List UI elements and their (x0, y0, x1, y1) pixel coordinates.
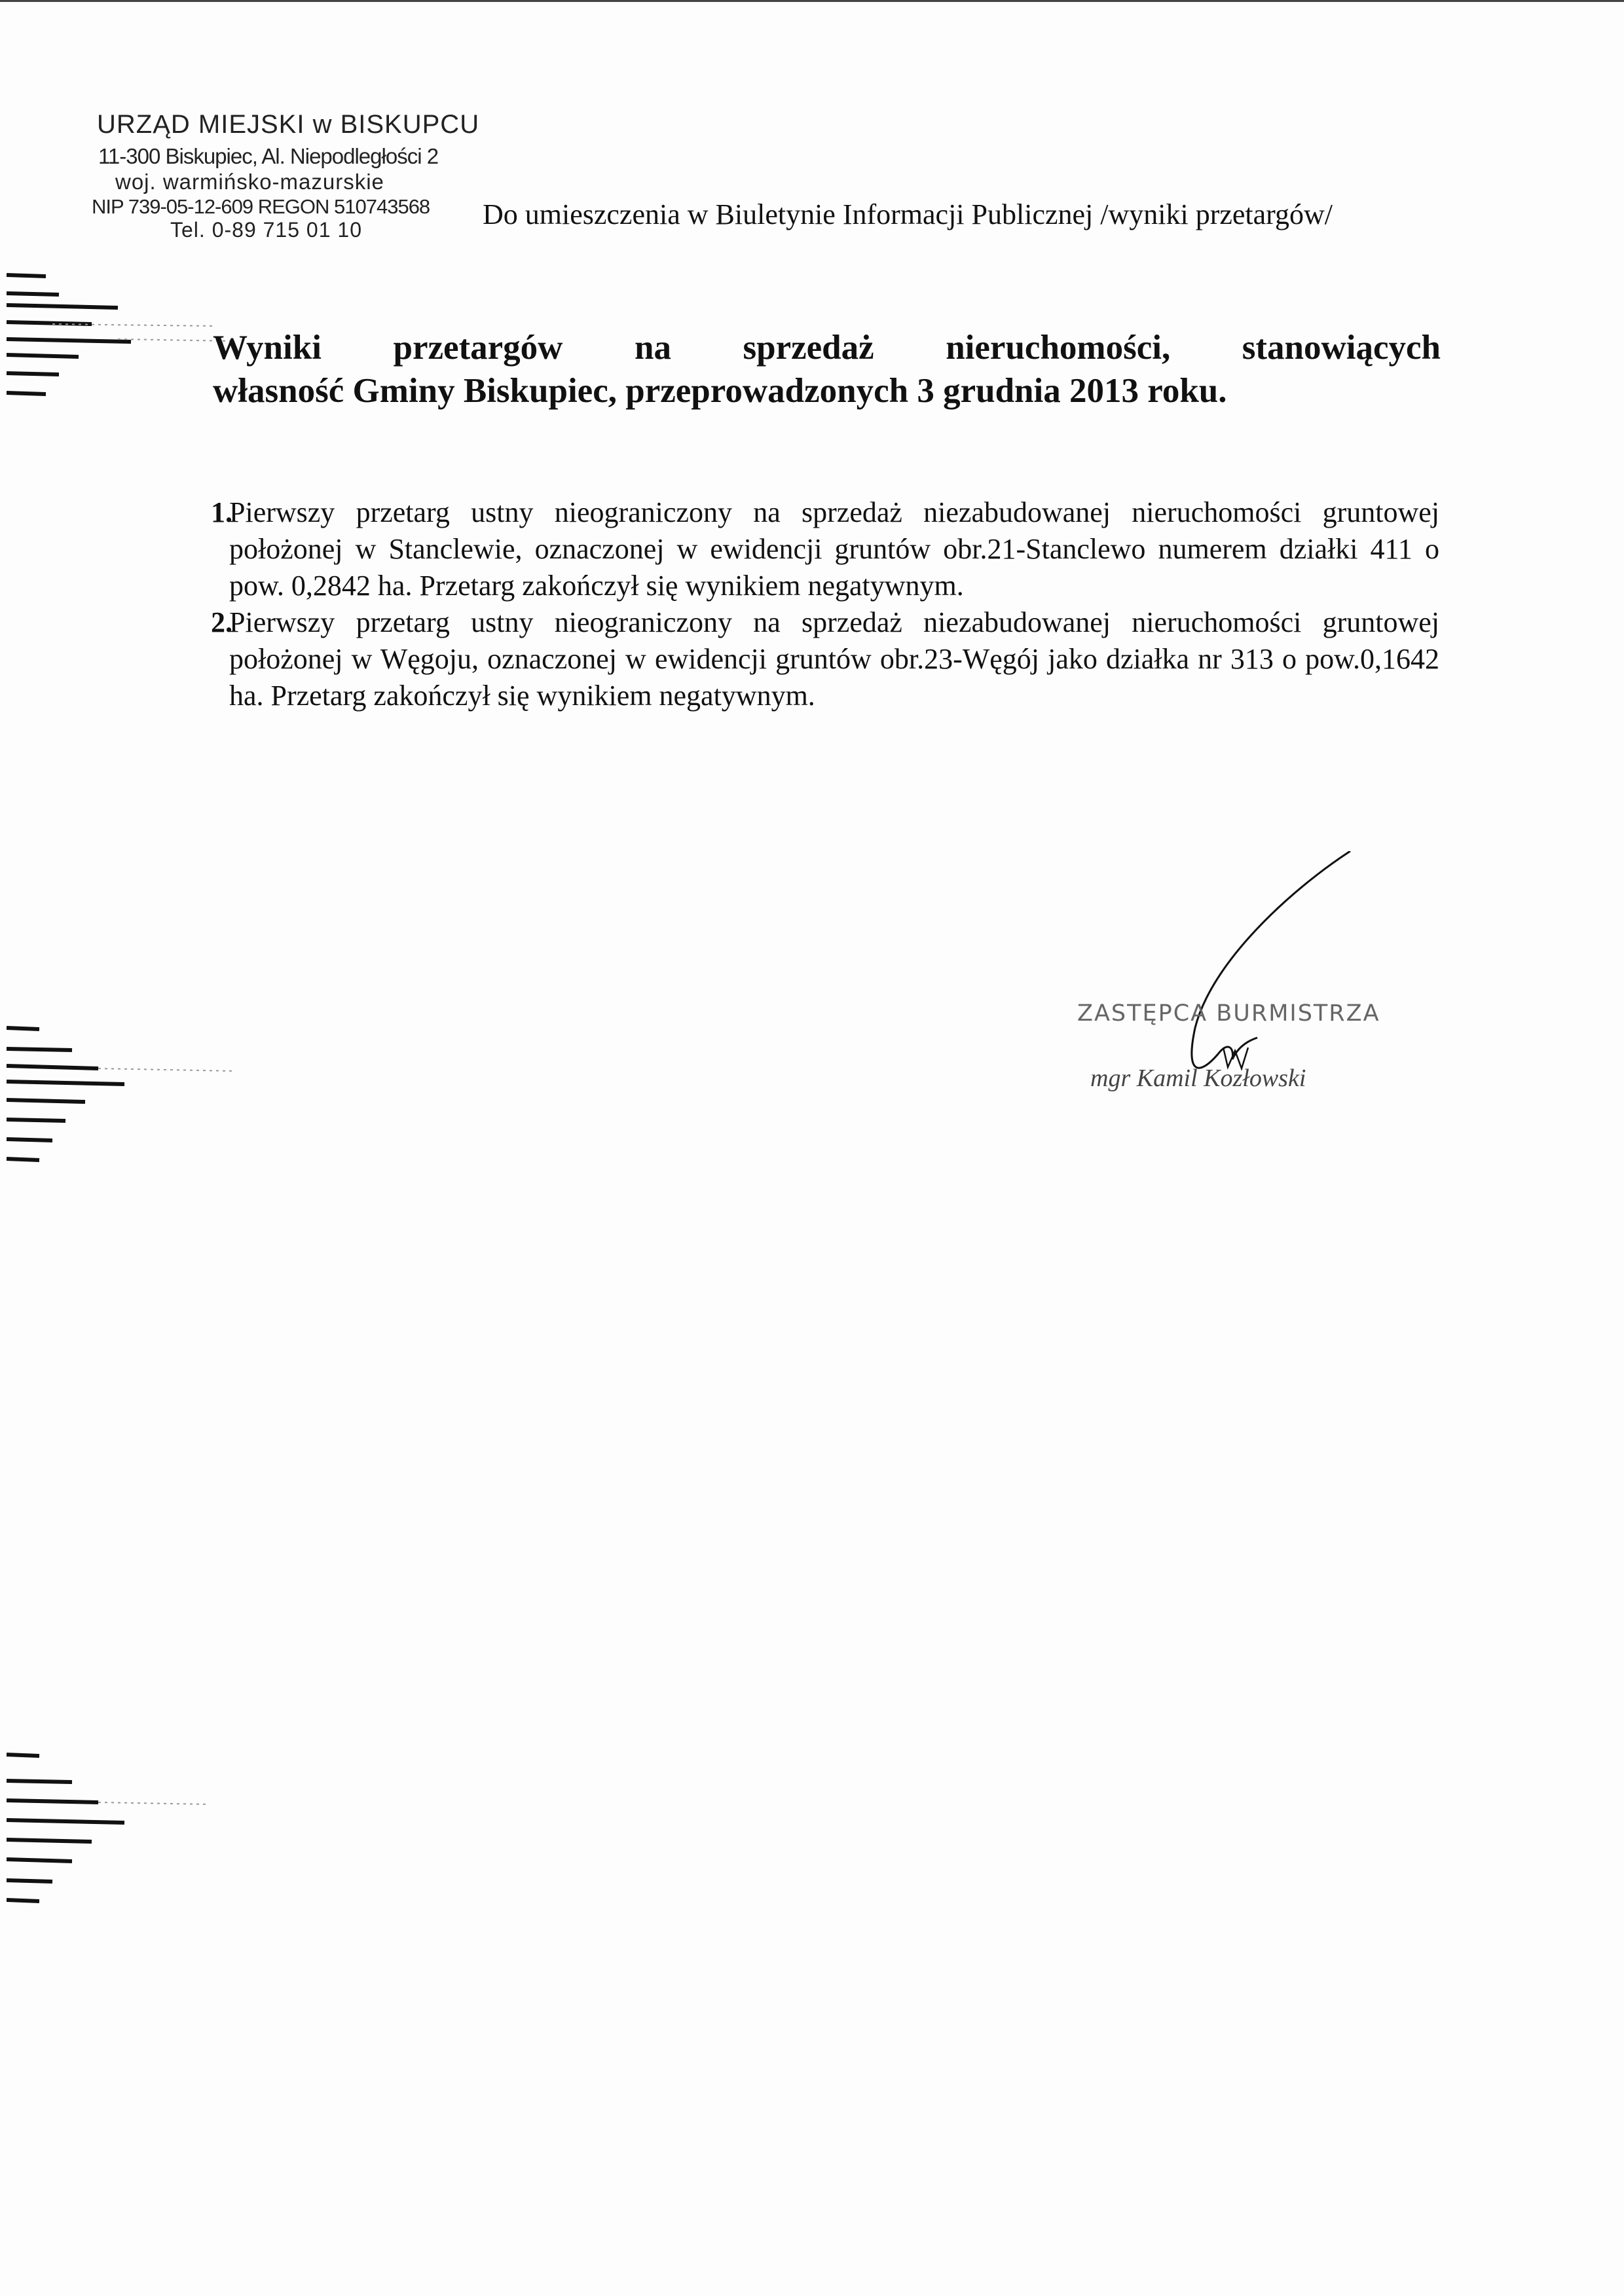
scan-artifact-top (0, 262, 249, 445)
stamp-phone: Tel. 0-89 715 01 10 (170, 218, 362, 242)
item-number: 2. (211, 606, 232, 638)
signatory-title: ZASTĘPCA BURMISTRZA (1077, 1000, 1380, 1027)
title-line-1: Wyniki przetargów na sprzedaż nieruchomości, stanowiących (213, 329, 1441, 367)
stamp-nip-regon: NIP 739-05-12-609 REGON 510743568 (92, 195, 430, 218)
stamp-address: 11-300 Biskupiec, Al. Niepodległości 2 (98, 144, 439, 168)
stamp-office-name: URZĄD MIEJSKI w BISKUPCU (97, 110, 480, 139)
scan-artifact-middle (0, 1008, 249, 1205)
title-line-2: własność Gminy Biskupiec, przeprowadzonych 3 grudnia 2013 roku. (213, 372, 1227, 410)
office-stamp (92, 110, 480, 242)
signatory-name: mgr Kamil Kozłowski (1090, 1065, 1306, 1092)
item-number: 1. (211, 496, 232, 528)
document-title (213, 326, 1441, 412)
publication-note: Do umieszczenia w Biuletynie Informacji Publicznej /wyniki przetargów/ (483, 198, 1333, 230)
results-list (211, 494, 1439, 714)
item-text: Pierwszy przetarg ustny nieograniczony na sprzedaż niezabudowanej nieruchomości gruntowej położonej w Węgoju, oznaczonej w ewidencji gruntów obr.23-Węgój jako działka nr 313 o pow.0,1642 ha. Przetarg zakończył się wynikiem negatywnym. (229, 606, 1439, 712)
list-item (211, 604, 1439, 714)
item-text: Pierwszy przetarg ustny nieograniczony na sprzedaż niezabudowanej nieruchomości gruntowej położonej w Stanclewie, oznaczonej w ewidencji gruntów obr.21-Stanclewo numerem działki 411 o pow. 0,2842 ha. Przetarg zakończył się wynikiem negatywnym. (229, 496, 1439, 602)
scan-artifact-bottom (0, 1728, 249, 1938)
stamp-voivodeship: woj. warmińsko-mazurskie (115, 170, 384, 194)
scan-top-edge (0, 0, 1624, 2)
list-item (211, 494, 1439, 604)
